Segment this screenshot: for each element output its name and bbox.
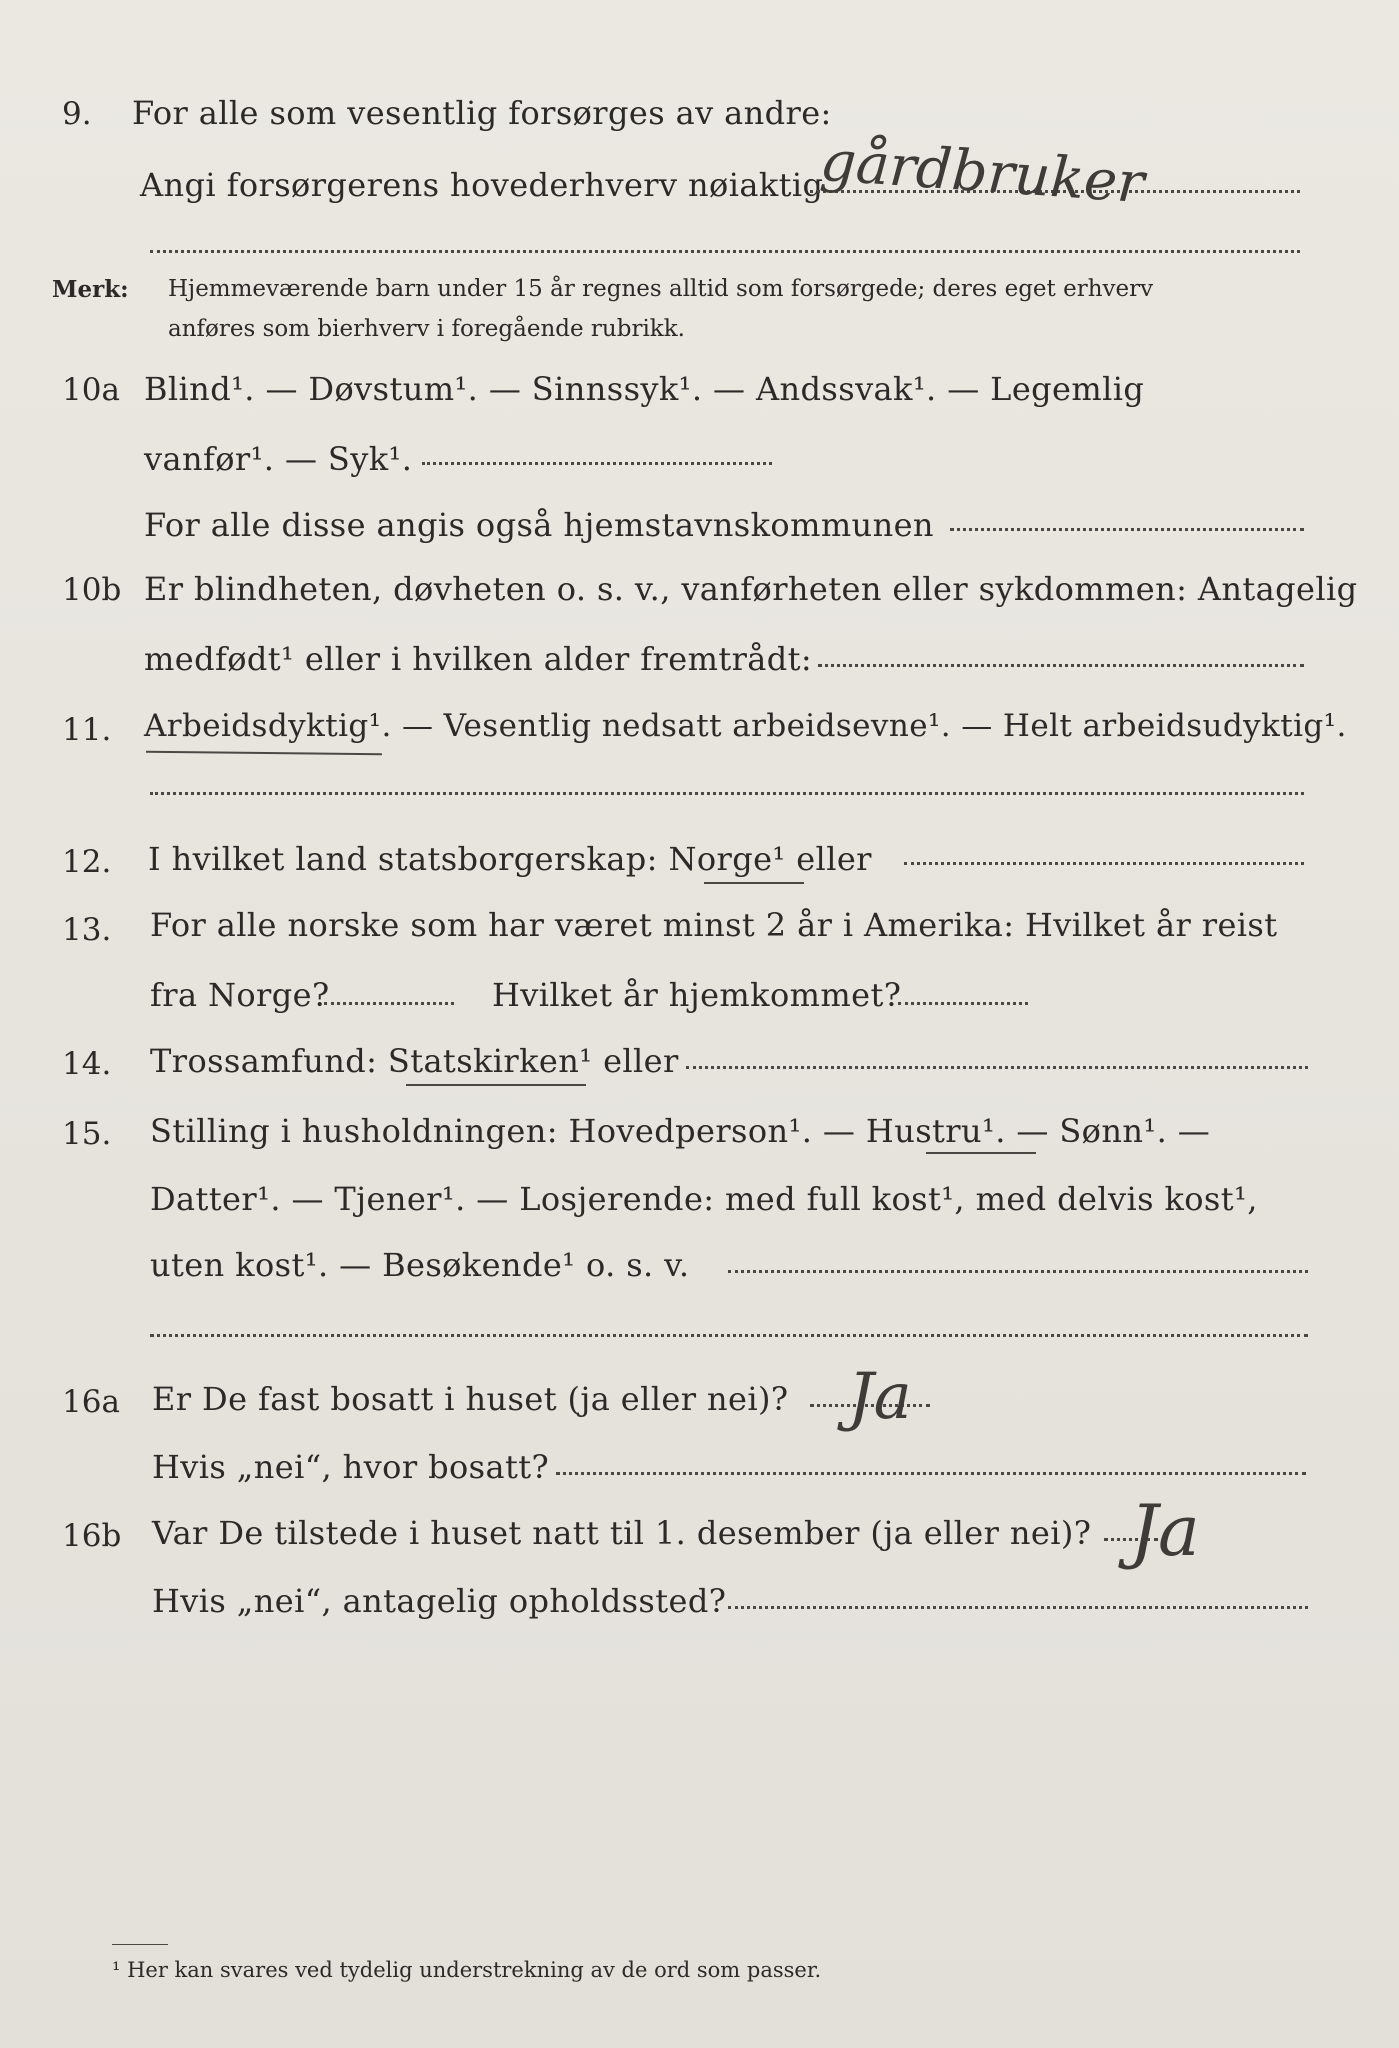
q15-line2: Datter¹. — Tjener¹. — Losjerende: med full kost¹, med delvis kost¹,	[150, 1180, 1258, 1218]
q12-line1: I hvilket land statsborgerskap: Norge¹ eller	[148, 840, 872, 878]
q10a-line2: vanfør¹. — Syk¹.	[144, 440, 413, 478]
q12-underline-mark	[704, 882, 804, 884]
q15-line1: Stilling i husholdningen: Hovedperson¹. — Hustru¹. — Sønn¹. —	[150, 1112, 1211, 1150]
q9-extra-line	[150, 250, 1300, 253]
q13-line2b: Hvilket år hjemkommet?	[492, 976, 902, 1014]
q15-answer-line	[728, 1270, 1308, 1273]
q16b-line2: Hvis „nei“, antagelig opholdssted?	[152, 1582, 727, 1620]
footnote: ¹ Her kan svares ved tydelig understrekning av de ord som passer.	[112, 1958, 822, 1982]
q15-underline-mark	[926, 1152, 1036, 1154]
q9-line1: For alle som vesentlig forsørges av andre:	[132, 94, 832, 132]
q10a-kommune-line	[950, 528, 1304, 531]
q11-number: 11.	[62, 712, 112, 748]
q10a-answer-line	[422, 462, 772, 465]
q16a-handwritten-answer: Ja	[848, 1360, 912, 1434]
merk-line1: Hjemmeværende barn under 15 år regnes alltid som forsørgede; deres eget erhverv	[168, 276, 1154, 302]
q15-number: 15.	[62, 1116, 112, 1152]
q14-number: 14.	[62, 1046, 112, 1082]
q16a-line2: Hvis „nei“, hvor bosatt?	[152, 1448, 550, 1486]
q16a-line1: Er De fast bosatt i huset (ja eller nei)?	[152, 1380, 789, 1418]
q16b-number: 16b	[62, 1518, 122, 1554]
q16b-handwritten-answer: Ja	[1130, 1490, 1200, 1572]
q15-line3: uten kost¹. — Besøkende¹ o. s. v.	[150, 1246, 690, 1284]
q10b-number: 10b	[62, 572, 122, 608]
q14-underline-mark	[406, 1084, 586, 1086]
q13-number: 13.	[62, 912, 112, 948]
q10b-answer-line	[818, 664, 1304, 667]
q12-answer-line	[904, 862, 1304, 865]
q16b-opholdssted-line	[728, 1606, 1308, 1609]
q10b-line2: medfødt¹ eller i hvilken alder fremtrådt:	[144, 640, 813, 678]
q10b-line1: Er blindheten, døvheten o. s. v., vanførheten eller sykdommen: Antagelig	[144, 570, 1358, 608]
q11-line1: Arbeidsdyktig¹. — Vesentlig nedsatt arbeidsevne¹. — Helt arbeidsudyktig¹.	[144, 708, 1347, 744]
q12-number: 12.	[62, 844, 112, 880]
q15-extra-line	[150, 1334, 1308, 1337]
q14-line1: Trossamfund: Statskirken¹ eller	[150, 1042, 679, 1080]
q9-number: 9.	[62, 96, 92, 132]
q11-extra-line	[150, 792, 1304, 795]
q13-line1: For alle norske som har været minst 2 år i Amerika: Hvilket år reist	[150, 906, 1278, 944]
q10a-line3: For alle disse angis også hjemstavnskommunen	[144, 506, 934, 544]
merk-line2: anføres som bierhverv i foregående rubrikk.	[168, 316, 685, 342]
q13-line2a: fra Norge?	[150, 976, 330, 1014]
q11-underline-mark	[146, 751, 382, 755]
q16b-line1: Var De tilstede i huset natt til 1. desember (ja eller nei)?	[152, 1514, 1092, 1552]
q10a-number: 10a	[62, 372, 120, 408]
footnote-rule	[112, 1944, 168, 1945]
q16a-bosatt-line	[556, 1472, 1306, 1475]
q10a-line1: Blind¹. — Døvstum¹. — Sinnssyk¹. — Andssvak¹. — Legemlig	[144, 370, 1145, 408]
merk-label: Merk:	[52, 276, 129, 303]
q9-line2: Angi forsørgerens hovederhverv nøiaktig	[140, 166, 824, 204]
q9-handwritten-answer: gårdbruker	[818, 128, 1147, 217]
q16a-number: 16a	[62, 1384, 120, 1420]
q13-hjemkommet-line	[898, 1002, 1028, 1005]
q13-reist-line	[324, 1002, 454, 1005]
q14-answer-line	[686, 1066, 1308, 1069]
